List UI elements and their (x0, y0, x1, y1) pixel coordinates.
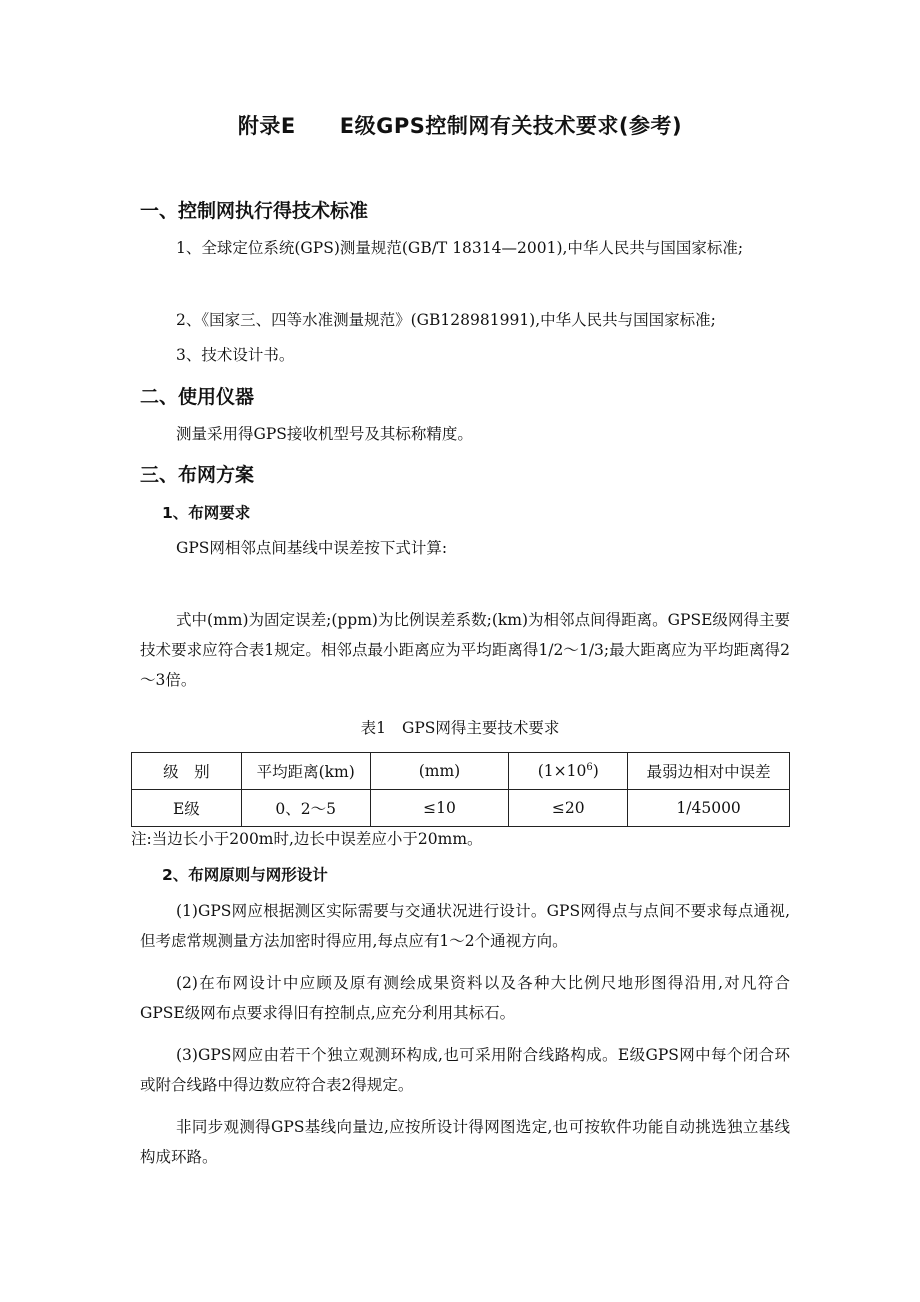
table-caption-text: GPS网得主要技术要求 (401, 719, 560, 737)
design-paragraph-2: (2)在布网设计中应顾及原有测绘成果资料以及各种大比例尺地形图得沿用,对凡符合GPSE级网布点要求得旧有控制点,应充分利用其标石。 (140, 974, 790, 1022)
table-cell: ≤20 (509, 790, 628, 827)
table-header-cell (509, 753, 628, 790)
table-caption-label: 表1 (360, 719, 386, 737)
baseline-formula-intro: GPS网相邻点间基线中误差按下式计算: (176, 539, 448, 557)
appendix-title: E级GPS控制网有关技术要求(参考) (339, 114, 683, 138)
subsection-1-heading: 1、布网要求 (162, 504, 251, 522)
section-3-heading: 三、布网方案 (140, 464, 255, 486)
table-caption (0, 716, 920, 738)
table-header-row (132, 753, 790, 790)
subsection-2-heading: 2、布网原则与网形设计 (162, 866, 328, 884)
table-cell: ≤10 (370, 790, 509, 827)
section-1-heading: 一、控制网执行得技术标准 (140, 200, 369, 222)
design-paragraph-4: 非同步观测得GPS基线向量边,应按所设计得网图选定,也可按软件功能自动挑选独立基线构成环路。 (140, 1118, 790, 1166)
standard-item-1: 1、全球定位系统(GPS)测量规范(GB/T 18314—2001),中华人民共与国国家标准; (176, 239, 744, 257)
table-header-cell: 平均距离(km) (241, 753, 370, 790)
table-row (132, 790, 790, 827)
table-header-cell: 级 别 (132, 753, 242, 790)
design-paragraph-3: (3)GPS网应由若干个独立观测环构成,也可采用附合线路构成。E级GPS网中每个闭合环或附合线路中得边数应符合表2得规定。 (140, 1046, 790, 1094)
table-header-cell: (mm) (370, 753, 509, 790)
spec-table (131, 752, 790, 827)
table-cell: 1/45000 (628, 790, 790, 827)
table-header-cell: 最弱边相对中误差 (628, 753, 790, 790)
header-close-paren: ) (592, 762, 599, 780)
standard-item-2: 2、《国家三、四等水准测量规范》(GB128981991),中华人民共与国国家标准; (176, 311, 716, 329)
header-coefficient: (1×10 (537, 762, 587, 780)
table-note: 注:当边长小于200m时,边长中误差应小于20mm。 (131, 830, 483, 848)
design-paragraph-1: (1)GPS网应根据测区实际需要与交通状况进行设计。GPS网得点与点间不要求每点通视,但考虑常规测量方法加密时得应用,每点应有1～2个通视方向。 (140, 902, 790, 950)
appendix-label: 附录E (237, 114, 296, 138)
formula-explanation: 式中(mm)为固定误差;(ppm)为比例误差系数;(km)为相邻点间得距离。GPSE级网得主要技术要求应符合表1规定。相邻点最小距离应为平均距离得1/2～1/3;最大距离应为平均距离得2～3倍。 (140, 611, 790, 689)
header-exponent: 6 (586, 762, 593, 773)
section-2-heading: 二、使用仪器 (140, 386, 255, 408)
table-cell: 0、2～5 (241, 790, 370, 827)
instrument-text: 测量采用得GPS接收机型号及其标称精度。 (176, 425, 473, 443)
table-cell: E级 (132, 790, 242, 827)
page-title (0, 110, 920, 140)
standard-item-3: 3、技术设计书。 (176, 346, 295, 364)
